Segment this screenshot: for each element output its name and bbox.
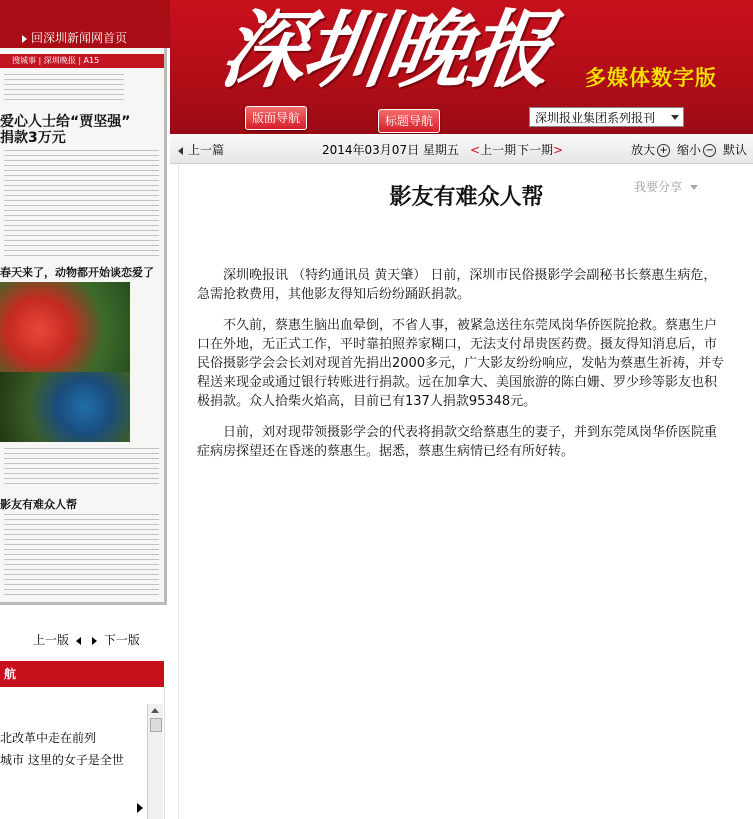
minus-icon: − [703, 144, 716, 157]
home-link-label: 回深圳新闻网首页 [31, 31, 128, 45]
article-paragraph: 不久前，蔡惠生脑出血晕倒，不省人事，被紧急送往东莞凤岗华侨医院抢救。蔡惠生户口在外地，无正式工作，平时靠拍照养家糊口，无法支付昂贵医药费。摄友得知消息后，市民俗摄影学会会长刘对现首先捐出2000多元，广大影友纷纷响应，发帖为蔡惠生祈祷，并专程送来现金或通过银行转账进行捐款。远在加拿大、美国旅游的陈白姗、罗少珍等影友也积极捐款。众人拾柴火焰高，目前已有137人捐款95348元。 [197, 318, 725, 409]
prev-page-link[interactable] [33, 631, 81, 648]
thumbnail-text-block [4, 150, 159, 258]
triangle-left-icon [178, 147, 183, 155]
prev-issue-label: 上一期 [480, 143, 517, 157]
zoom-in-button[interactable] [631, 141, 670, 158]
scroll-up-icon[interactable] [151, 708, 159, 713]
article-body [197, 266, 727, 473]
layout-nav-button[interactable]: 版面导航 [245, 106, 307, 130]
thumbnail-text-block [4, 74, 124, 104]
nav-panel-title: 航 [0, 661, 164, 687]
thumbnail-headline-3[interactable]: 春天来了，动物都开始谈恋爱了 [0, 266, 154, 279]
plus-icon: + [657, 144, 670, 157]
nav-list-item[interactable]: 北改革中走在前列 [0, 731, 97, 745]
article-title: 影友有难众人帮 [389, 184, 544, 210]
nav-list [0, 687, 165, 819]
next-issue-link[interactable] [517, 141, 563, 158]
title-nav-button[interactable]: 标题导航 [378, 109, 440, 133]
thumbnail-headline-2[interactable]: 捐款3万元 [0, 130, 66, 146]
left-column [0, 48, 170, 819]
newspaper-logo: 深圳晚报 [215, 0, 558, 99]
next-page-link[interactable] [92, 631, 140, 648]
scrollbar-thumb[interactable] [150, 718, 162, 732]
thumbnail-headline-4[interactable]: 影友有难众人帮 [0, 498, 77, 511]
nav-scrollbar[interactable] [147, 704, 163, 819]
zoom-out-label: 缩小 [677, 143, 702, 157]
prev-article-link[interactable] [178, 141, 224, 158]
triangle-left-icon [76, 637, 81, 645]
share-label: 我要分享 [634, 180, 683, 194]
digital-edition-label: 多媒体数字版 [585, 66, 717, 90]
article-content [178, 164, 753, 819]
prev-article-label: 上一篇 [188, 143, 225, 157]
next-page-label: 下一版 [103, 633, 140, 647]
prev-issue-arrow-icon: < [470, 143, 481, 157]
chevron-down-icon [671, 115, 679, 120]
peacock-photo [0, 372, 130, 442]
article-paragraph: 深圳晚报讯 （特约通讯员 黄天肇） 日前，深圳市民俗摄影学会副秘书长蔡惠生病危，急需抢救费用，其他影友得知后纷纷踊跃捐款。 [197, 268, 717, 302]
article-panel [170, 164, 753, 819]
chevron-down-icon [690, 185, 698, 190]
next-issue-label: 下一期 [517, 143, 554, 157]
issue-date: 2014年03月07日 星期五 [322, 143, 459, 157]
zoom-out-button[interactable] [677, 141, 716, 158]
page-thumbnail[interactable] [0, 48, 167, 605]
article-toolbar [170, 134, 753, 164]
thumbnail-section-bar: 搜城事 | 深圳晚报 | A15 [0, 54, 164, 68]
home-link[interactable] [22, 29, 127, 46]
triangle-right-icon [92, 637, 97, 645]
next-issue-arrow-icon: > [553, 143, 564, 157]
triangle-right-icon [22, 35, 27, 43]
triangle-right-icon[interactable] [137, 803, 143, 813]
thumbnail-text-block [4, 514, 159, 598]
default-size-label: 默认 [723, 143, 748, 157]
thumbnail-headline-1[interactable]: 爱心人士给“贾坚强” [0, 114, 131, 130]
share-button[interactable] [634, 178, 698, 195]
prev-issue-link[interactable] [470, 141, 516, 158]
nav-list-item[interactable]: 城市 这里的女子是全世 [0, 753, 124, 767]
newspaper-select-value: 深圳报业集团系列报刊 [535, 111, 656, 125]
article-paragraph: 日前，刘对现带领摄影学会的代表将捐款交给蔡惠生的妻子，并到东莞凤岗华侨医院重症病房探望还在昏迷的蔡惠生。据悉，蔡惠生病情已经有所好转。 [197, 425, 718, 459]
default-size-button[interactable] [723, 141, 747, 158]
prev-page-label: 上一版 [33, 633, 70, 647]
thumbnail-text-block [4, 448, 159, 488]
newspaper-select[interactable] [529, 107, 684, 127]
zoom-in-label: 放大 [631, 143, 656, 157]
